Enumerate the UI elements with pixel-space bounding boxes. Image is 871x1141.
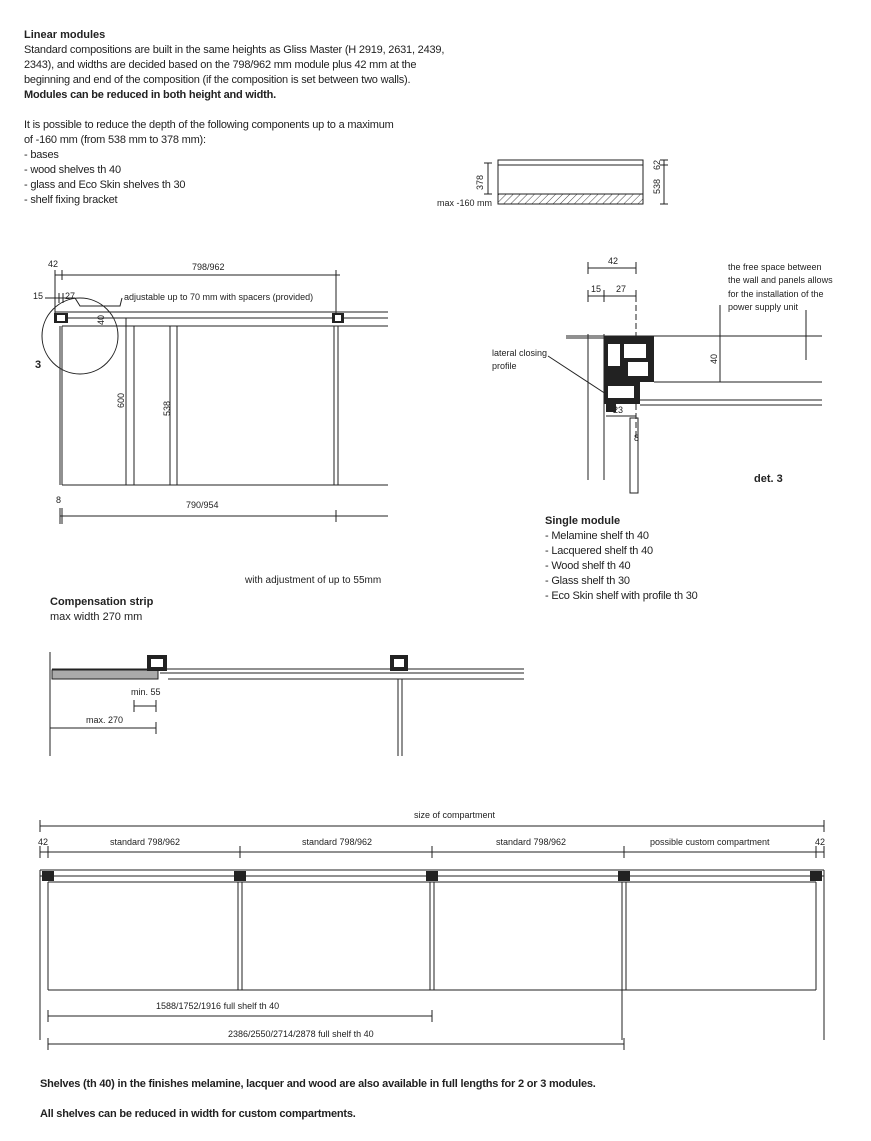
free-space-note-line: power supply unit [728,302,799,312]
composition-drawing [40,820,824,1050]
plan-view-module [42,270,388,524]
dim-40: 40 [96,314,106,325]
dim-42: 42 [608,256,619,266]
dim-42-left: 42 [38,837,49,847]
list-item: - Glass shelf th 30 [545,575,630,587]
compensation-heading: Compensation strip [50,596,154,608]
section-heading-linear-modules: Linear modules [24,29,106,41]
lateral-note-line: profile [492,361,517,371]
module-label: standard 798/962 [110,837,181,847]
dim-378: 378 [475,174,485,190]
module-label: standard 798/962 [496,837,567,847]
dim-8: 8 [56,495,62,505]
list-item: - bases [24,149,59,161]
intro-line-3: beginning and end of the composition (if the composition is set between two walls). [24,74,411,86]
dim-798-962: 798/962 [192,262,225,272]
dim-27: 27 [65,291,76,301]
free-space-note-line: the wall and panels allows [728,275,833,285]
depth-diagram [484,160,668,204]
footer-line-1: Shelves (th 40) in the finishes melamine, lacquer and wood are also available in full lengths for 2 or 3 modules. [40,1078,596,1090]
list-item: - Melamine shelf th 40 [545,530,649,542]
compensation-strip-drawing [50,652,524,756]
list-item: - Eco Skin shelf with profile th 30 [545,590,698,602]
list-item: - wood shelves th 40 [24,164,121,176]
intro-line-1: Standard compositions are built in the same heights as Gliss Master (H 2919, 2631, 2439, [24,44,445,56]
dim-max-160: max -160 mm [437,198,493,208]
free-space-note-line: for the installation of the [728,289,824,299]
module-label: possible custom compartment [650,837,770,847]
dim-538: 538 [162,400,172,416]
depth-line-1: It is possible to reduce the depth of the following components up to a maximum [24,119,394,131]
dim-min-55: min. 55 [131,687,161,697]
depth-line-2: of -160 mm (from 538 mm to 378 mm): [24,134,206,146]
dim-790-954: 790/954 [186,500,219,510]
single-module-heading: Single module [545,515,621,527]
adjustment-note: with adjustment of up to 55mm [245,575,382,586]
full-shelf-2-label: 1588/1752/1916 full shelf th 40 [156,1001,280,1011]
dim-max-270: max. 270 [86,715,124,725]
dim-15: 15 [591,284,602,294]
size-of-compartment-label: size of compartment [414,810,496,820]
list-item: - shelf fixing bracket [24,194,118,206]
dim-15: 15 [33,291,44,301]
dim-23: 23 [613,405,624,415]
profile-section [604,336,654,412]
footer-line-2: All shelves can be reduced in width for custom compartments. [40,1108,356,1120]
dim-40: 40 [709,353,719,364]
dim-42-right: 42 [815,837,826,847]
list-item: - Wood shelf th 40 [545,560,631,572]
dim-42: 42 [48,259,59,269]
compensation-subheading: max width 270 mm [50,611,143,623]
detail-callout-3: 3 [35,359,42,371]
list-item: - Lacquered shelf th 40 [545,545,653,557]
list-item: - glass and Eco Skin shelves th 30 [24,179,186,191]
dim-62: 62 [652,159,662,170]
module-label: standard 798/962 [302,837,373,847]
free-space-note-line: the free space between [728,262,822,272]
intro-bold-line: Modules can be reduced in both height and width. [24,89,276,101]
full-shelf-3-label: 2386/2550/2714/2878 full shelf th 40 [228,1029,374,1039]
intro-line-2: 2343), and widths are decided based on the 798/962 mm module plus 42 mm at the [24,59,417,71]
lateral-note-line: lateral closing [492,348,548,358]
dim-538: 538 [652,178,662,194]
dim-8: 8 [634,433,640,443]
det-label: det. 3 [754,473,783,485]
adjustable-note: adjustable up to 70 mm with spacers (provided) [124,292,314,302]
dim-600: 600 [116,392,126,408]
dim-27: 27 [616,284,627,294]
